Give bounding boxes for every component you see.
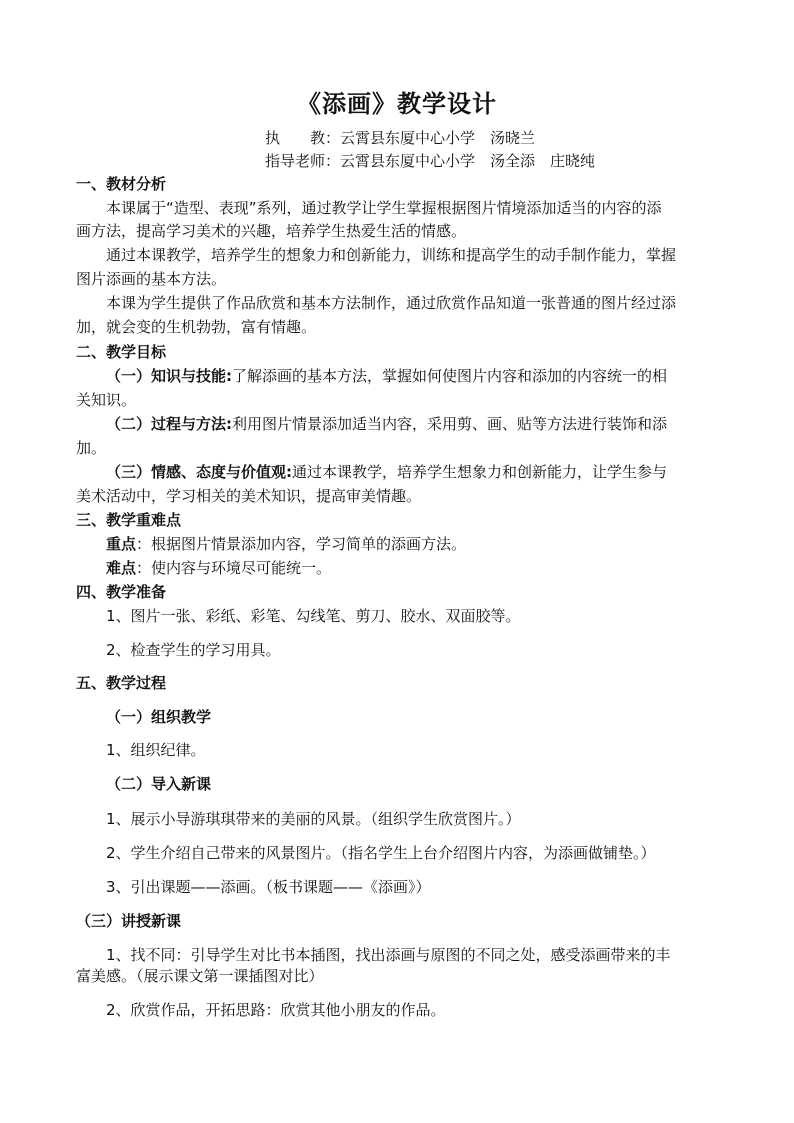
list-item: 3、引出课题——添画。（板书课题——《添画》） (106, 878, 431, 896)
goal-label: （一）知识与技能: (106, 367, 232, 385)
paragraph-line: 本课为学生提供了作品欣赏和基本方法制作，通过欣赏作品知道一张普通的图片经过添 (106, 294, 677, 312)
difficult-label: 难点 (106, 559, 137, 577)
difficult-point (106, 558, 331, 578)
paragraph-line: 加。 (76, 439, 107, 457)
goal-text: 通过本课教学，培养学生想象力和创新能力，让学生参与 (292, 463, 668, 481)
list-item: 1、展示小导游琪琪带来的美丽的风景。（组织学生欣赏图片。） (106, 810, 521, 828)
key-text: ：根据图片情景添加内容，学习简单的添画方法。 (136, 535, 467, 553)
paragraph-line: 图片添画的基本方法。 (76, 270, 227, 288)
key-point (106, 534, 466, 554)
advisor-line: 指导老师：云霄县东厦中心小学 汤全添 庄晓纯 (265, 152, 596, 170)
list-item: 2、检查学生的学习用具。 (106, 641, 281, 659)
list-item: 2、欣赏作品，开拓思路：欣赏其他小朋友的作品。 (106, 1001, 446, 1019)
section-heading-process: 五、教学过程 (76, 674, 167, 692)
goal-knowledge (106, 366, 667, 386)
subheading-organize: （一）组织教学 (106, 708, 212, 726)
goal-label: （二）过程与方法: (106, 415, 232, 433)
paragraph-line: 富美感。（展示课文第一课插图对比） (76, 967, 324, 985)
goal-label: （三）情感、态度与价值观: (106, 463, 292, 481)
paragraph-line: 画方法，提高学习美术的兴趣，培养学生热爱生活的情感。 (76, 222, 467, 240)
section-heading-preparation: 四、教学准备 (76, 583, 167, 601)
document-title: 《添画》教学设计 (297, 89, 497, 118)
teacher-line: 执 教：云霄县东厦中心小学 汤晓兰 (265, 129, 536, 147)
section-heading-key-points: 三、教学重难点 (76, 511, 182, 529)
goal-process (106, 414, 667, 434)
list-item: 2、学生介绍自己带来的风景图片。（指名学生上台介绍图片内容，为添画做铺垫。） (106, 844, 656, 862)
paragraph-line: 关知识。 (76, 391, 137, 409)
subheading-introduction: （二）导入新课 (106, 775, 212, 793)
list-item: 1、找不同：引导学生对比书本插图，找出添画与原图的不同之处，感受添画带来的丰 (106, 946, 671, 964)
subheading-new-lesson: （三）讲授新课 (76, 912, 182, 930)
section-heading-material-analysis: 一、教材分析 (76, 175, 167, 193)
goal-text: 利用图片情景添加适当内容，采用剪、画、贴等方法进行装饰和添 (232, 415, 668, 433)
paragraph-line: 通过本课教学，培养学生的想象力和创新能力，训练和提高学生的动手制作能力，掌握 (106, 246, 677, 264)
section-heading-teaching-goals: 二、教学目标 (76, 343, 167, 361)
goal-text: 了解添画的基本方法，掌握如何使图片内容和添加的内容统一的相 (232, 367, 668, 385)
list-item: 1、图片一张、彩纸、彩笔、勾线笔、剪刀、胶水、双面胶等。 (106, 607, 521, 625)
list-item: 1、组织纪律。 (106, 741, 206, 759)
key-label: 重点 (106, 535, 137, 553)
paragraph-line: 美术活动中，学习相关的美术知识，提高审美情趣。 (76, 487, 422, 505)
difficult-text: ：使内容与环境尽可能统一。 (136, 559, 332, 577)
goal-attitude (106, 462, 667, 482)
paragraph-line: 加，就会变的生机勃勃，富有情趣。 (76, 318, 317, 336)
paragraph-line: 本课属于“造型、表现”系列，通过教学让学生掌握根据图片情境添加适当的内容的添 (106, 199, 662, 217)
